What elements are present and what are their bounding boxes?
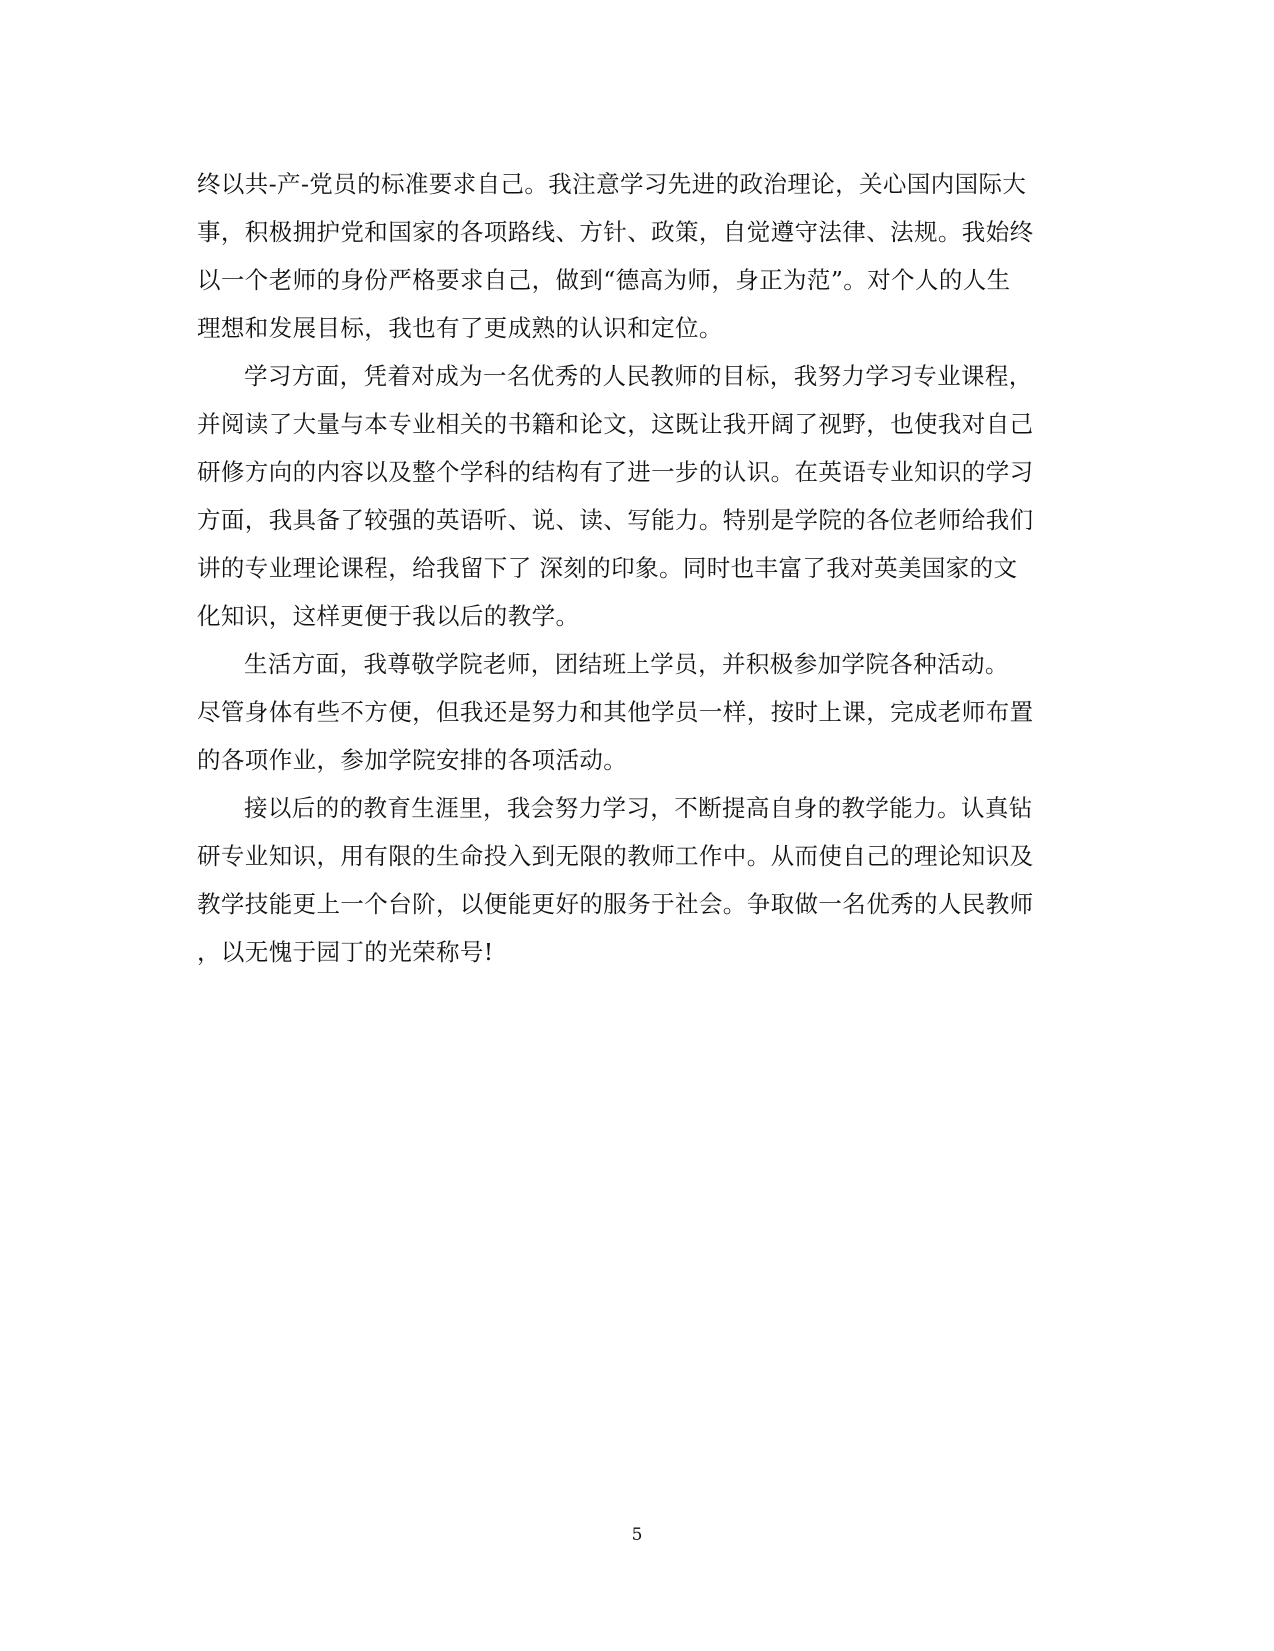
text-line: 理想和发展目标，我也有了更成熟的认识和定位。: [197, 314, 723, 342]
text-line: 接以后的的教育生涯里，我会努力学习，不断提高自身的教学能力。认真钻: [244, 794, 1033, 822]
text-line: 教学技能更上一个台阶，以便能更好的服务于社会。争取做一名优秀的人民教师: [197, 890, 1034, 918]
text-line: 研修方向的内容以及整个学科的结构有了进一步的认识。在英语专业知识的学习: [197, 458, 1034, 486]
text-line: 化知识，这样更便于我以后的教学。: [197, 602, 580, 630]
text-line: 并阅读了大量与本专业相关的书籍和论文，这既让我开阔了视野，也使我对自己: [197, 410, 1034, 438]
page-number: 5: [631, 1525, 643, 1545]
text-line: 尽管身体有些不方便，但我还是努力和其他学员一样，按时上课，完成老师布置: [197, 698, 1034, 726]
text-line: 生活方面，我尊敬学院老师，团结班上学员，并积极参加学院各种活动。: [244, 650, 1009, 678]
text-line: 讲的专业理论课程，给我留下了 深刻的印象。同时也丰富了我对英美国家的文: [197, 554, 1018, 582]
text-line: 事，积极拥护党和国家的各项路线、方针、政策，自觉遵守法律、法规。我始终: [197, 218, 1034, 246]
text-line: 方面，我具备了较强的英语听、说、读、写能力。特别是学院的各位老师给我们: [197, 506, 1034, 534]
text-line: 以一个老师的身份严格要求自己，做到“德高为师，身正为范”。对个人的人生: [197, 266, 1011, 294]
text-line: 研专业知识，用有限的生命投入到无限的教师工作中。从而使自己的理论知识及: [197, 842, 1034, 870]
text-line: 学习方面，凭着对成为一名优秀的人民教师的目标，我努力学习专业课程，: [244, 362, 1033, 390]
text-line: 的各项作业，参加学院安排的各项活动。: [197, 746, 628, 774]
text-line: 终以共-产-党员的标准要求自己。我注意学习先进的政治理论，关心国内国际大: [197, 170, 1027, 198]
text-line: ，以无愧于园丁的光荣称号!: [197, 938, 494, 966]
body-text: [197, 160, 1077, 976]
